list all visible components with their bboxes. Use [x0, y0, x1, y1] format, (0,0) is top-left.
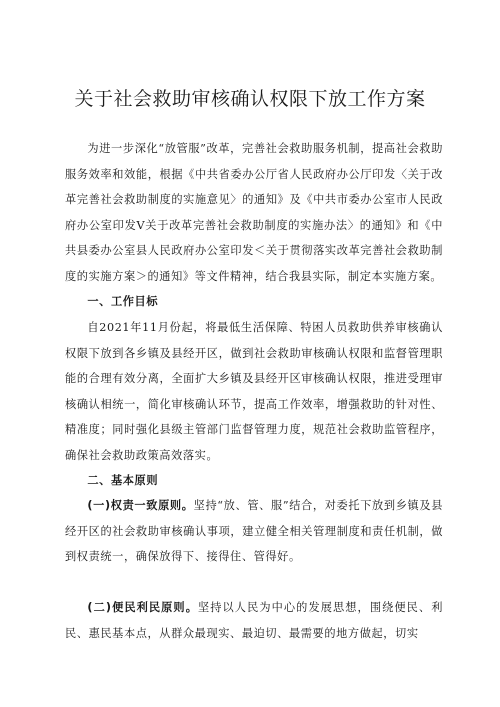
section-heading-principles: 二、基本原则	[87, 474, 159, 487]
section-heading-goals: 一、工作目标	[87, 295, 159, 308]
principle-2-lead: (二)便民利民原则。	[87, 601, 198, 614]
principle-2-text: 坚持以人民为中心的发展思想，围绕便民、利民、惠民基本点，从群众最现实、最迫切、最需要的地方做起，切实	[65, 601, 443, 640]
principle-1-lead: (一)权责一致原则。	[87, 499, 194, 512]
principle-paragraph-2	[65, 595, 443, 646]
goals-paragraph: 自2021年11月份起，将最低生活保障、特困人员救助供养审核确认权限下放到各乡镇及县经开区，做到社会救助审核确认权限和监督管理职能的合理有效分离，全面扩大乡镇及县经开区审核确认权限，推进受理审核确认相统一，简化审核确认环节，提高工作效率，增强救助的针对性、精准度；同时强化县级主管部门监督管理力度，规范社会救助监管程序，确保社会救助政策高效落实。	[65, 321, 443, 462]
intro-paragraph: 为进一步深化“放管服”改革，完善社会救助服务机制，提高社会救助服务效率和效能，根据《中共省委办公厅省人民政府办公厅印发〈关于改革完善社会救助制度的实施意见〉的通知》及《中共市委办公室市人民政府办公室印发V关于改革完善社会救助制度的实施办法〉的通知》和《中共县委办公室县人民政府办公室印发＜关于贯彻落实改革完善社会救助制度的实施方案＞的通知》等文件精神，结合我县实际，制定本实施方案。	[65, 142, 443, 283]
principle-1-text: 坚持“放、管、服”结合，对委托下放到乡镇及县经开区的社会救助审核确认事项，建立健全相关管理制度和责任机制，做到权责统一，确保放得下、接得住、管得好。	[65, 499, 444, 563]
document-title: 关于社会救助审核确认权限下放工作方案	[74, 88, 426, 110]
principle-paragraph-1	[65, 493, 443, 570]
